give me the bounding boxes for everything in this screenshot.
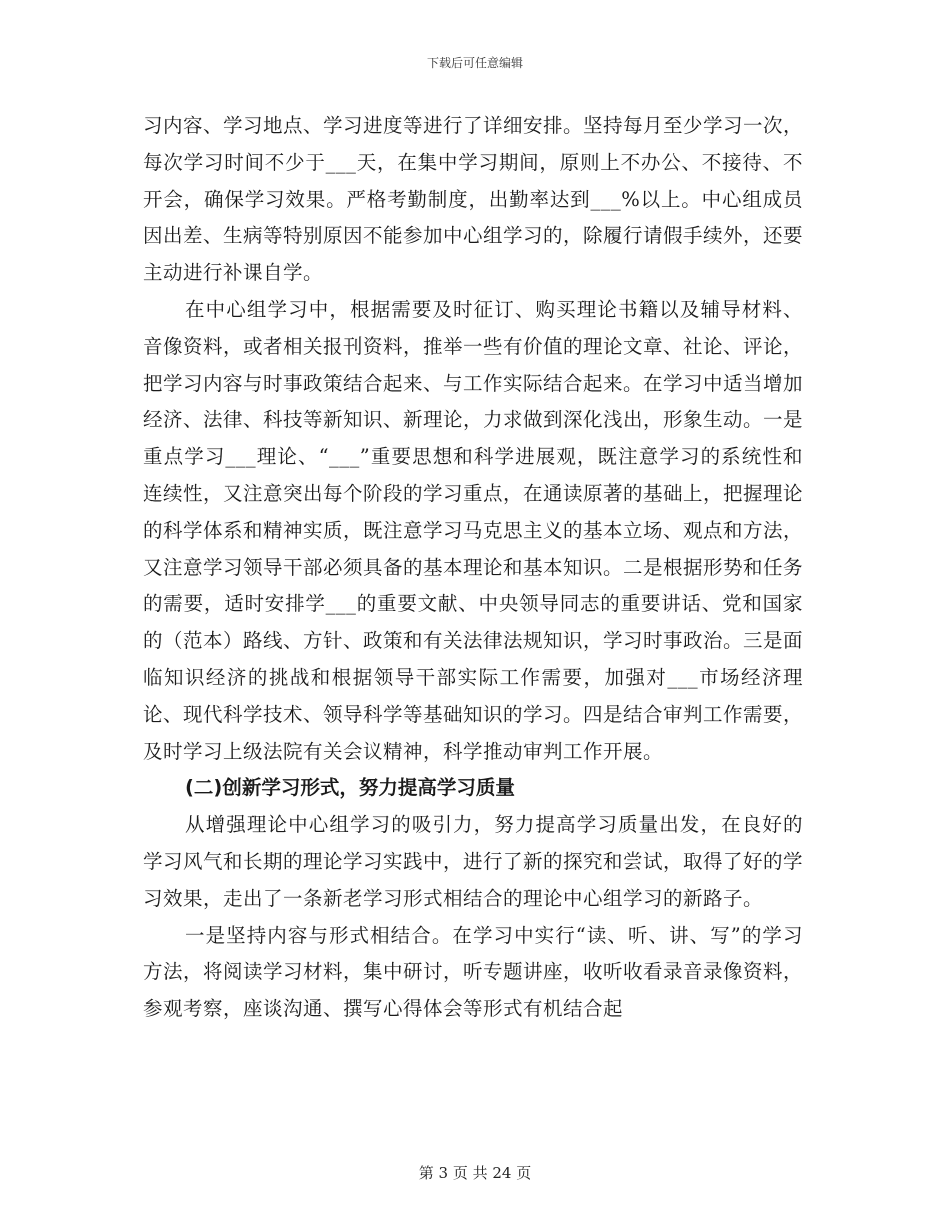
paragraph-3: 从增强理论中心组学习的吸引力，努力提高学习质量出发，在良好的学习风气和长期的理论学习实践中，进行了新的探究和尝试，取得了好的学习效果，走出了一条新老学习形式相结合的理论中心组学习的新路子。 bbox=[143, 813, 804, 910]
paragraph-1: 习内容、学习地点、学习进度等进行了详细安排。坚持每月至少学习一次，每次学习时间不少于___天，在集中学习期间，原则上不办公、不接待、不开会，确保学习效果。严格考勤制度，出勤率达到___%以上。中心组成员因出差、生病等特别原因不能参加中心组学习的，除履行请假手续外，还要主动进行补课自学。 bbox=[143, 114, 804, 285]
section-heading: (二)创新学习形式，努力提高学习质量 bbox=[185, 776, 515, 800]
paragraph-2: 在中心组学习中，根据需要及时征订、购买理论书籍以及辅导材料、音像资料，或者相关报刊资料，推举一些有价值的理论文章、社论、评论，把学习内容与时事政策结合起来、与工作实际结合起来。在学习中适当增加经济、法律、科技等新知识、新理论，力求做到深化浅出，形象生动。一是重点学习___理论、“___”重要思想和科学进展观，既注意学习的系统性和连续性，又注意突出每个阶段的学习重点，在通读原著的基础上，把握理论的科学体系和精神实质，既注意学习马克思主义的基本立场、观点和方法，又注意学习领导干部必须具备的基本理论和基本知识。二是根据形势和任务的需要，适时安排学___的重要文献、中央领导同志的重要讲话、党和国家的（范本）路线、方针、政策和有关法律法规知识，学习时事政治。三是面临知识经济的挑战和根据领导干部实际工作需要，加强对___市场经济理论、现代科学技术、领导科学等基础知识的学习。四是结合审判工作需要，及时学习上级法院有关会议精神，科学推动审判工作开展。 bbox=[143, 297, 804, 763]
page-footer: 第 3 页 共 24 页 bbox=[418, 1164, 532, 1182]
document-body bbox=[143, 108, 803, 1028]
page-header: 下载后可任意编辑 bbox=[426, 56, 523, 70]
paragraph-4: 一是坚持内容与形式相结合。在学习中实行“读、听、讲、写”的学习方法，将阅读学习材料，集中研讨，听专题讲座，收听收看录音录像资料，参观考察，座谈沟通、撰写心得体会等形式有机结合起 bbox=[143, 923, 804, 1021]
